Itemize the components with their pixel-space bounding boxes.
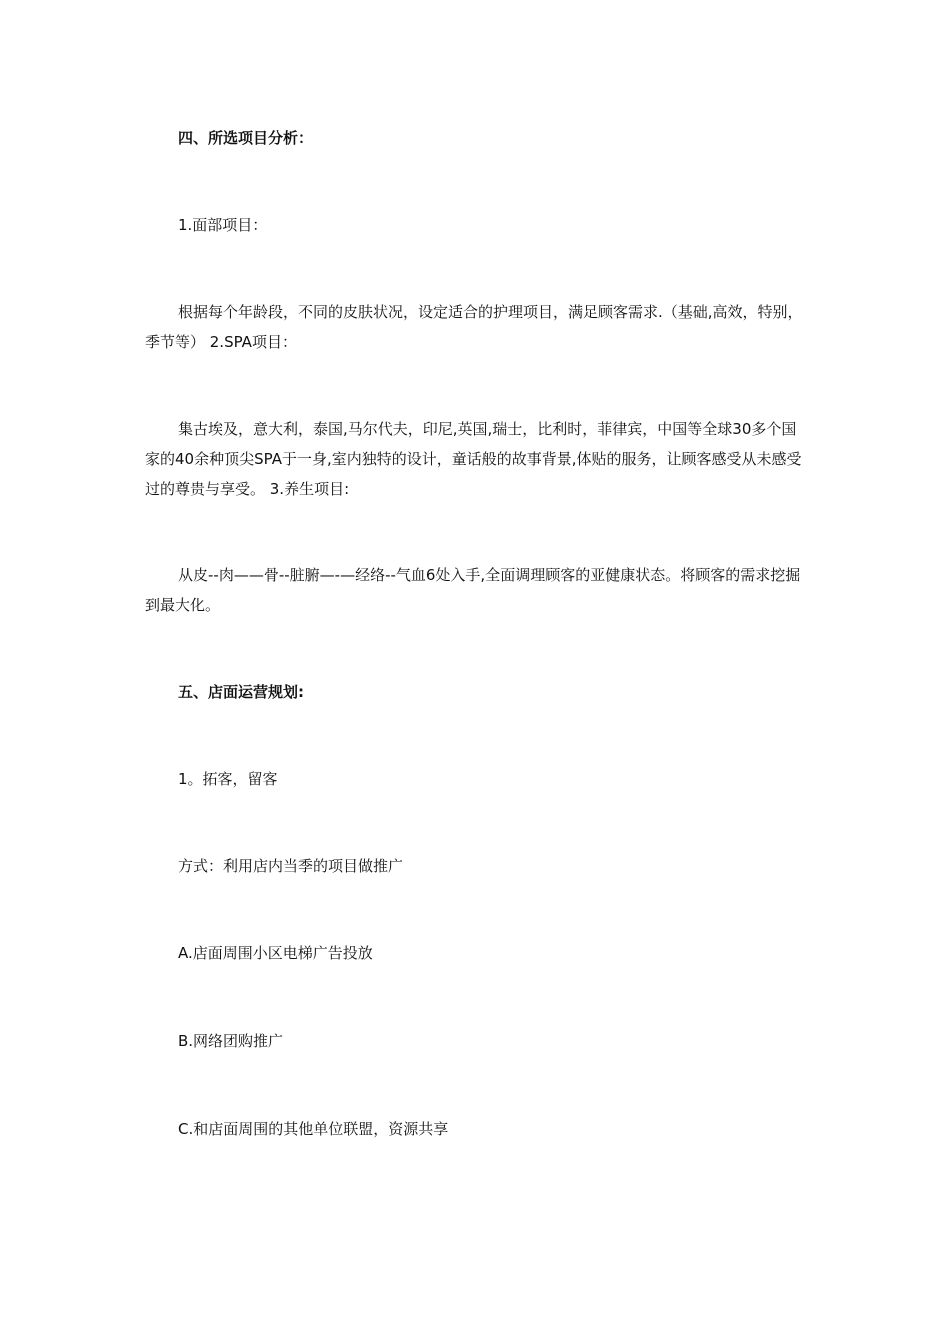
option-b-line: B.网络团购推广 <box>178 1032 284 1050</box>
option-c-line: C.和店面周围的其他单位联盟，资源共享 <box>178 1120 449 1138</box>
customer-acquisition-item: 1。拓客，留客 <box>178 770 278 788</box>
section-5-heading: 五、店面运营规划: <box>178 683 304 701</box>
method-line: 方式：利用店内当季的项目做推广 <box>178 857 404 875</box>
face-project-paragraph: 根据每个年龄段，不同的皮肤状况，设定适合的护理项目，满足顾客需求.（基础,高效，特别，季节等） 2.SPA项目： <box>145 303 803 351</box>
section-4-heading: 四、所选项目分析： <box>178 129 314 147</box>
face-project-heading: 1.面部项目： <box>178 216 268 234</box>
option-a-line: A.店面周围小区电梯广告投放 <box>178 944 373 962</box>
health-project-paragraph: 从皮--肉——骨--脏腑—-—经络--气血6处入手,全面调理顾客的亚健康状态。将顾客的需求挖掘到最大化。 <box>145 566 801 614</box>
spa-project-paragraph: 集古埃及，意大利，泰国,马尔代夫，印尼,英国,瑞士，比利时，菲律宾，中国等全球30多个国家的40余种顶尖SPA于一身,室内独特的设计，童话般的故事背景,体贴的服务，让顾客感受从未感受过的尊贵与享受。 3.养生项目: <box>145 420 802 498</box>
